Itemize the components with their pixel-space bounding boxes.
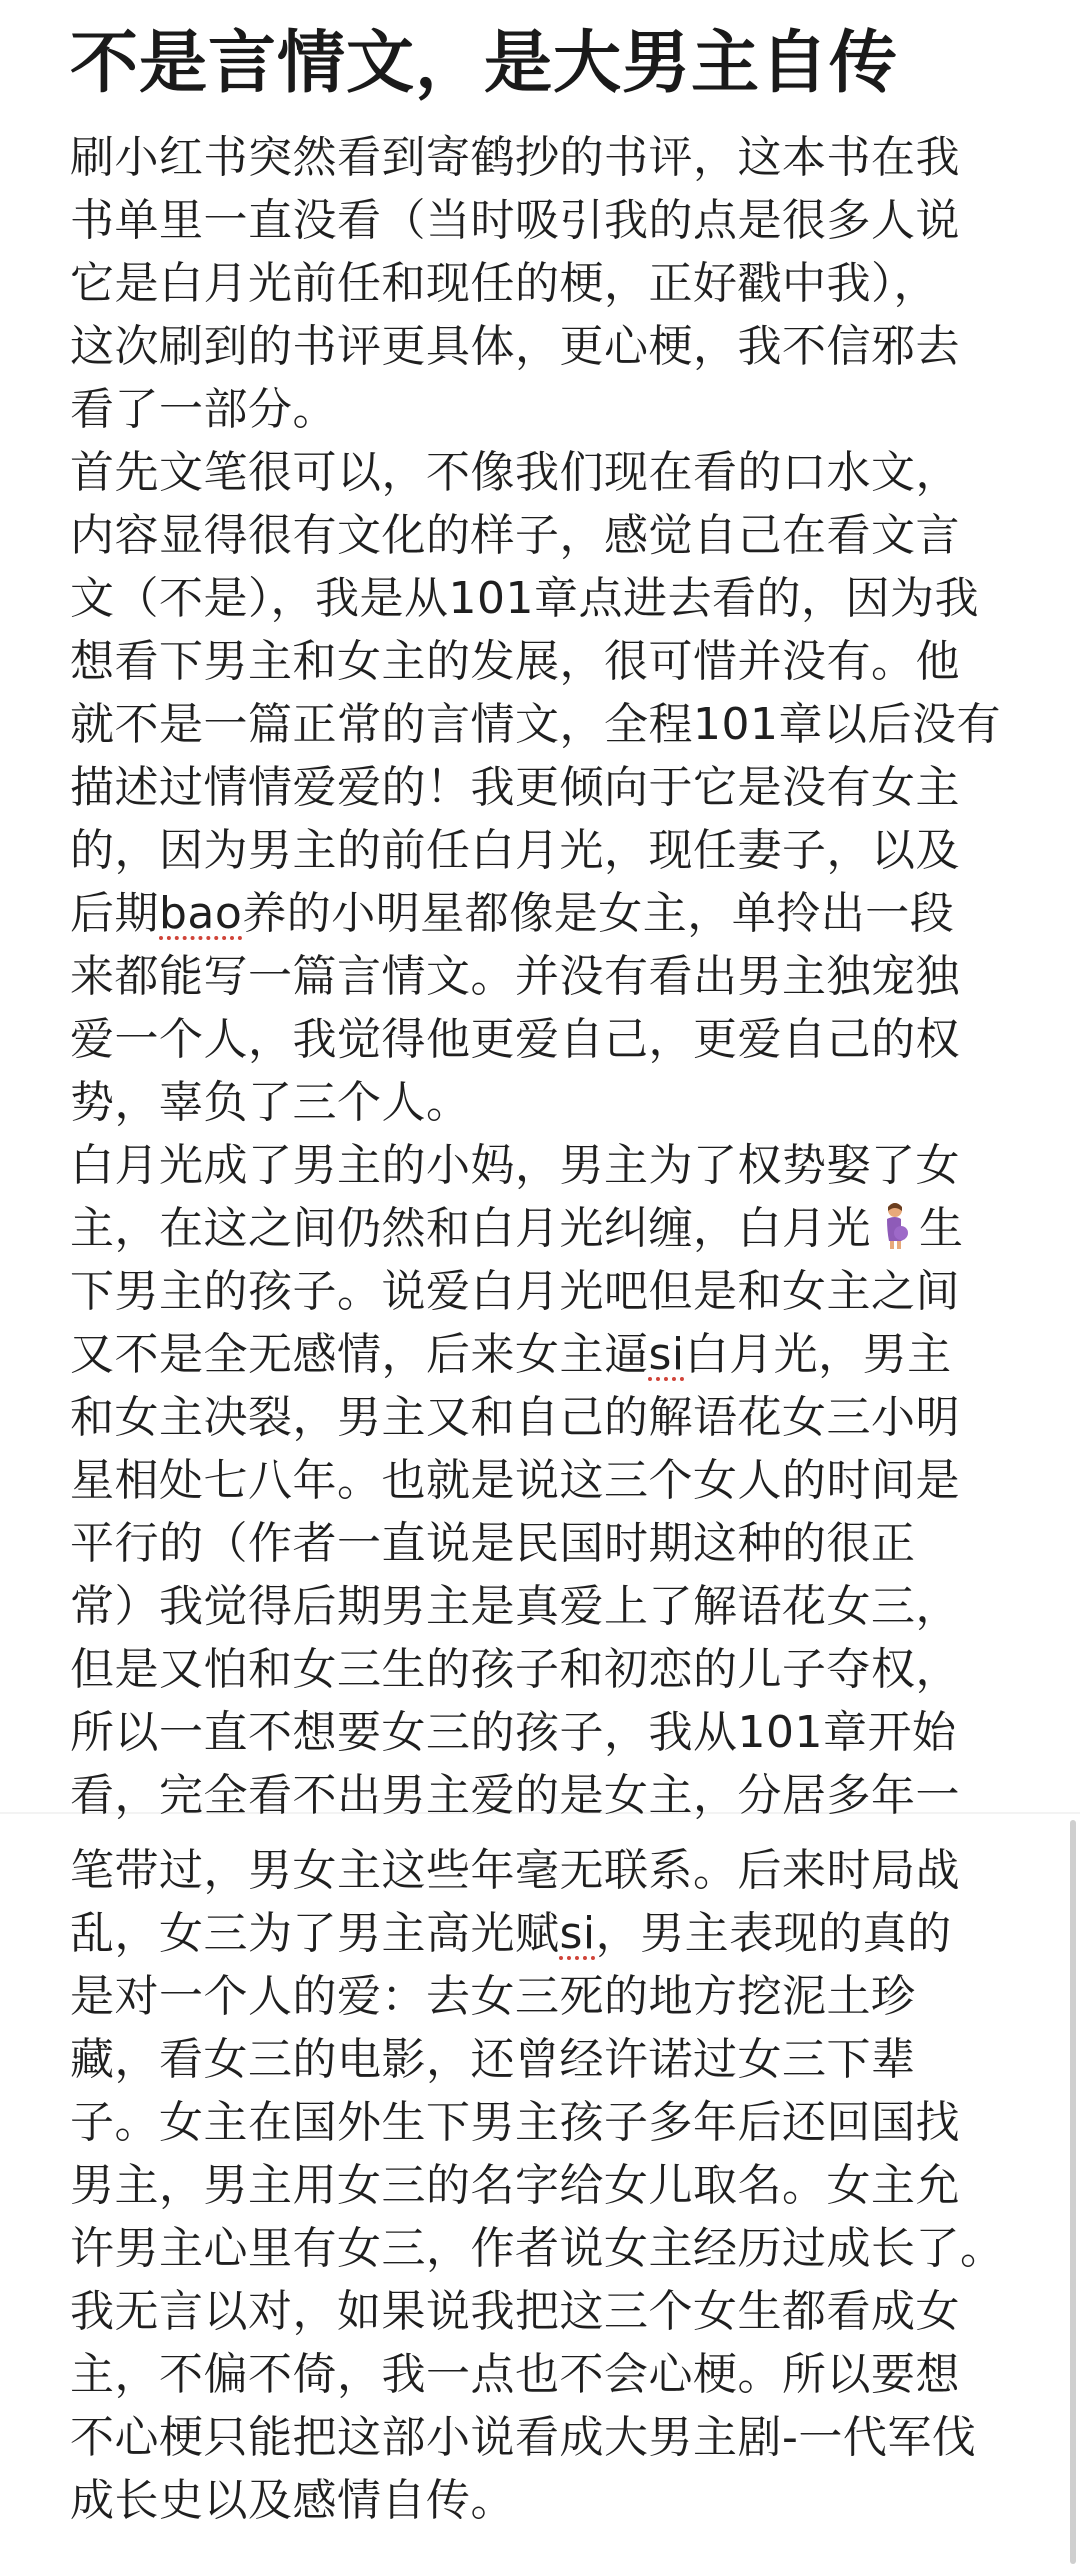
pregnant-woman-icon [875, 1201, 915, 1249]
text-line [70, 1197, 1030, 1260]
text-line: 它是白月光前任和现任的梗，正好戳中我）， [70, 258, 938, 309]
text-line: 和女主决裂，男主又和自己的解语花女三小明 [70, 1392, 960, 1443]
paragraph-3 [70, 1134, 1030, 2532]
text-line: 平行的（作者一直说是民国时期这种的很正 [70, 1518, 916, 1569]
text-span: ，男主表现的真的 [595, 1908, 952, 1959]
text-line: 藏，看女三的电影，还曾经许诺过女三下辈 [70, 2034, 916, 2085]
text-line: 想看下男主和女主的发展，很可惜并没有。他 [70, 636, 960, 687]
text-line: 常）我觉得后期男主是真爱上了解语花女三， [70, 1581, 960, 1632]
text-line: 书单里一直没看（当时吸引我的点是很多人说 [70, 195, 960, 246]
page-title: 不是言情文，是大男主自传 [70, 24, 899, 103]
text-line: 子。女主在国外生下男主孩子多年后还回国找 [70, 2097, 960, 2148]
text-span: 白月光，男主 [684, 1329, 952, 1380]
text-span: 生 [919, 1203, 964, 1254]
text-line: 爱一个人，我觉得他更爱自己，更爱自己的权 [70, 1014, 960, 1065]
note-content [70, 16, 1030, 2532]
text-line: 笔带过，男女主这些年毫无联系。后来时局战 [70, 1845, 960, 1896]
text-line: 势，辜负了三个人。 [70, 1077, 471, 1128]
censored-word: si [648, 1329, 685, 1380]
text-line: 看，完全看不出男主爱的是女主，分居多年一 [70, 1770, 960, 1821]
text-line: 星相处七八年。也就是说这三个女人的时间是 [70, 1455, 960, 1506]
text-line: 主，不偏不倚，我一点也不会心梗。所以要想 [70, 2349, 960, 2400]
text-line: 描述过情情爱爱的！我更倾向于它是没有女主 [70, 762, 960, 813]
text-line: 这次刷到的书评更具体，更心梗，我不信邪去 [70, 321, 960, 372]
text-span: 乱，女三为了男主高光赋 [70, 1908, 560, 1959]
text-line: 不心梗只能把这部小说看成大男主剧-一代军伐 [70, 2412, 977, 2463]
text-line: 成长史以及感情自传。 [70, 2475, 515, 2526]
text-line: 白月光成了男主的小妈，男主为了权势娶了女 [70, 1140, 960, 1191]
text-line: 的，因为男主的前任白月光，现任妻子，以及 [70, 825, 960, 876]
text-line [70, 1902, 1030, 1965]
text-line: 我无言以对，如果说我把这三个女生都看成女 [70, 2286, 960, 2337]
text-line: 是对一个人的爱：去女三死的地方挖泥土珍 [70, 1971, 916, 2022]
text-line: 文（不是），我是从101章点进去看的，因为我 [70, 573, 979, 624]
text-line: 刷小红书突然看到寄鹤抄的书评，这本书在我 [70, 132, 960, 183]
censored-word: si [559, 1908, 596, 1959]
text-line: 就不是一篇正常的言情文，全程101章以后没有 [70, 699, 1001, 750]
text-span: 主，在这之间仍然和白月光纠缠，白月光 [70, 1203, 871, 1254]
scrollbar[interactable] [1070, 1820, 1076, 2564]
text-line: 内容显得很有文化的样子，感觉自己在看文言 [70, 510, 960, 561]
text-line: 来都能写一篇言情文。并没有看出男主独宠独 [70, 951, 960, 1002]
text-line: 男主，男主用女三的名字给女儿取名。女主允 [70, 2160, 960, 2211]
text-span: 养的小明星都像是女主，单拎出一段 [242, 888, 955, 939]
text-line: 许男主心里有女三，作者说女主经历过成长了。 [70, 2223, 1005, 2274]
text-line: 首先文笔很可以，不像我们现在看的口水文， [70, 447, 960, 498]
paragraph-1 [70, 126, 1030, 441]
text-line [70, 1323, 1030, 1386]
text-line: 但是又怕和女三生的孩子和初恋的儿子夺权， [70, 1644, 960, 1695]
text-line: 看了一部分。 [70, 384, 337, 435]
text-line: 所以一直不想要女三的孩子，我从101章开始 [70, 1707, 957, 1758]
paragraph-2 [70, 441, 1030, 1134]
text-line [70, 882, 1030, 945]
text-line: 下男主的孩子。说爱白月光吧但是和女主之间 [70, 1266, 960, 1317]
text-span: 后期 [70, 888, 159, 939]
text-span: 又不是全无感情，后来女主逼 [70, 1329, 649, 1380]
censored-word: bao [159, 888, 243, 939]
